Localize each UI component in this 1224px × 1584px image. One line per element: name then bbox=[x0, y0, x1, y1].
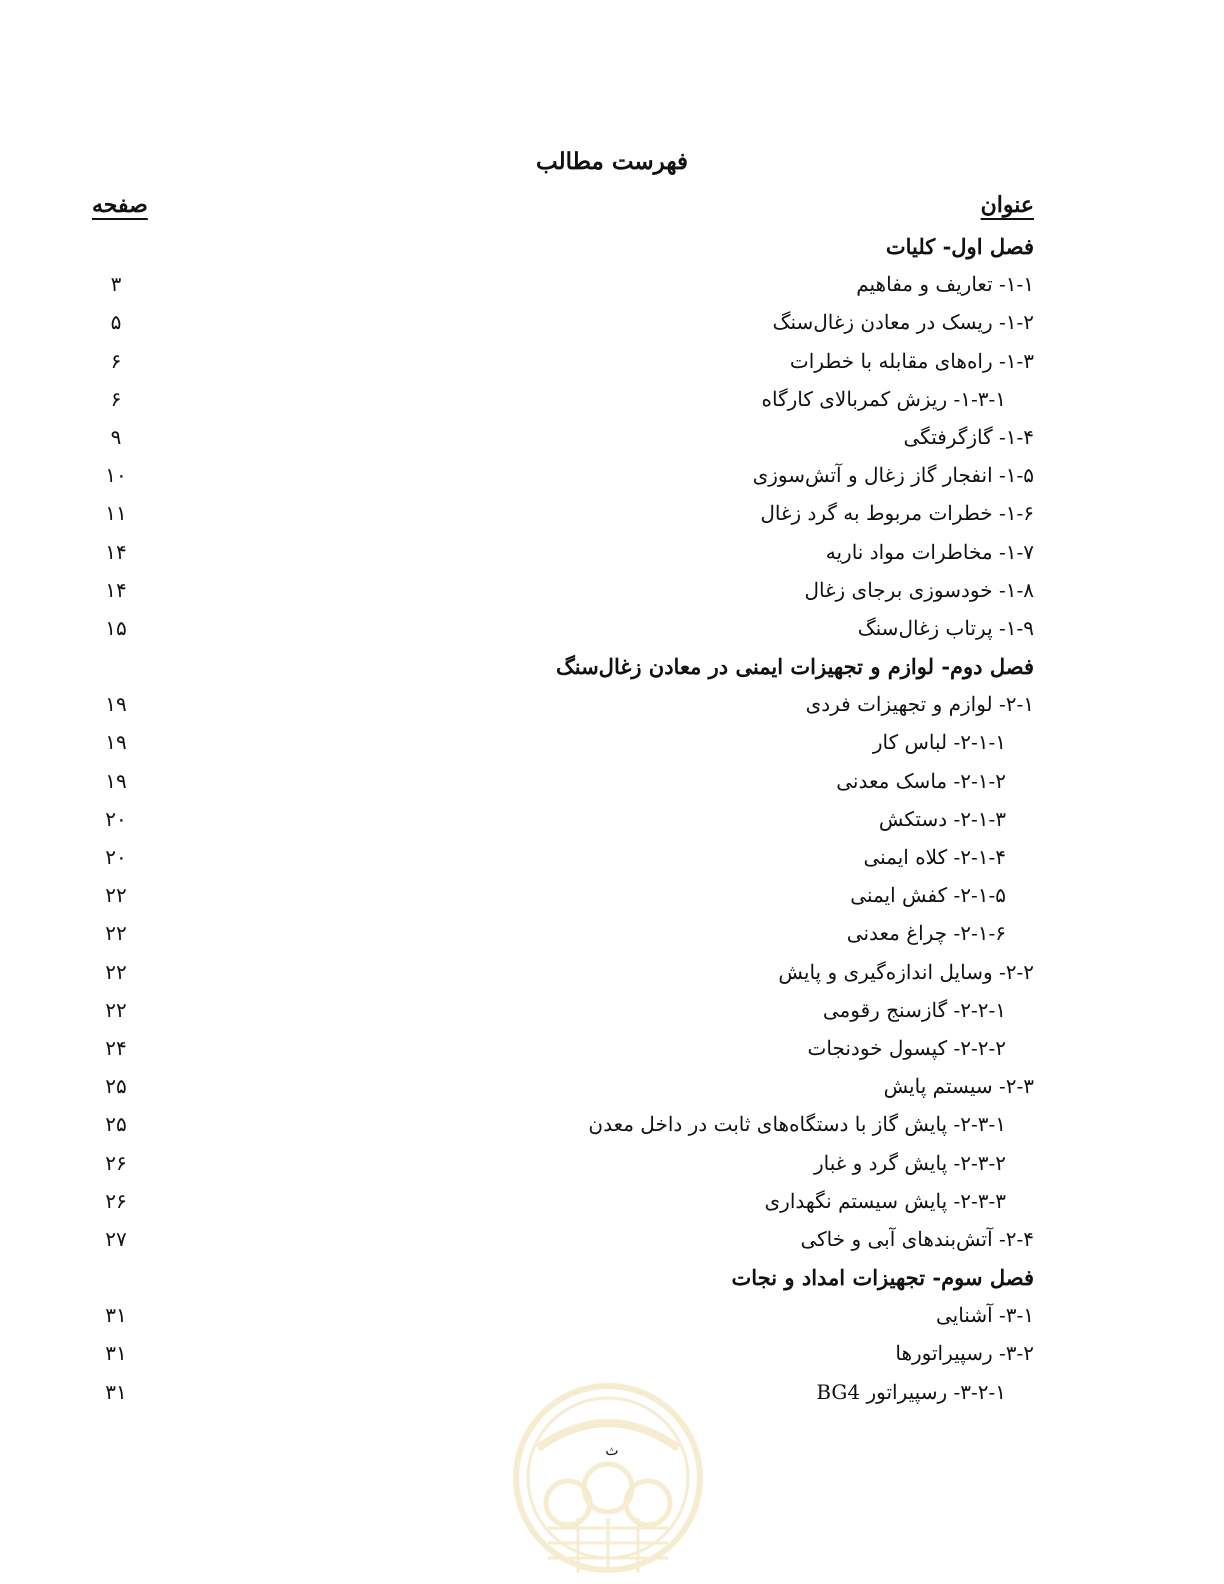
toc-entry-title: ۳-۲- رسپیراتورها bbox=[895, 1341, 1034, 1366]
toc-entry bbox=[0, 877, 1224, 915]
toc-entry bbox=[0, 954, 1224, 992]
toc-entry-page: ۶ bbox=[110, 386, 122, 411]
toc-entry bbox=[0, 763, 1224, 801]
toc-entry-title: ۲-۳-۱- پایش گاز با دستگاه‌های ثابت در داخل معدن bbox=[588, 1112, 1006, 1137]
toc-entry bbox=[0, 266, 1224, 304]
toc-entry bbox=[0, 419, 1224, 457]
toc-entry-title: ۱-۸- خودسوزی برجای زغال bbox=[804, 577, 1034, 602]
toc-entry-title: ۳-۲-۱- رسپیراتور BG4 bbox=[816, 1379, 1006, 1404]
toc-entry-title: ۳-۱- آشنایی bbox=[935, 1303, 1034, 1328]
toc-entry-title: ۲-۳-۳- پایش سیستم نگهداری bbox=[764, 1188, 1006, 1213]
toc-entry bbox=[0, 1106, 1224, 1144]
toc-chapter-heading bbox=[0, 228, 1224, 266]
toc-entry-page: ۳۱ bbox=[105, 1303, 127, 1328]
toc-entry-title: ۲-۱-۱- لباس کار bbox=[872, 730, 1006, 755]
toc-entry bbox=[0, 1145, 1224, 1183]
toc-entry-title: ۱-۲- ریسک در معادن زغال‌سنگ bbox=[772, 310, 1034, 335]
toc-entry-title: ۱-۳-۱- ریزش کمربالای کارگاه bbox=[761, 386, 1006, 411]
toc-entry bbox=[0, 839, 1224, 877]
toc-entry-page: ۱۵ bbox=[105, 615, 127, 640]
toc-entry-page: ۲۲ bbox=[105, 883, 127, 908]
toc-entry-title: ۲-۲-۲- کپسول خودنجات bbox=[807, 1035, 1006, 1060]
header-page-label: صفحه bbox=[92, 192, 148, 218]
toc-entry-title: ۲-۱-۴- کلاه ایمنی bbox=[863, 845, 1006, 869]
toc-entry-page: ۱۰ bbox=[105, 463, 127, 488]
toc-entry bbox=[0, 495, 1224, 533]
toc-entry bbox=[0, 724, 1224, 762]
toc-entry-page: ۱۱ bbox=[105, 501, 127, 526]
toc-entry bbox=[0, 915, 1224, 953]
toc-entry-title: ۲-۲-۱- گازسنج رقومی bbox=[822, 997, 1006, 1022]
toc-entry-title: ۱-۷- مخاطرات مواد ناریه bbox=[825, 539, 1034, 564]
toc-entry-title: ۲-۱-۳- دستکش bbox=[878, 806, 1006, 831]
toc-entry bbox=[0, 1335, 1224, 1373]
toc-entry bbox=[0, 343, 1224, 381]
toc-entry-title: ۲-۲- وسایل اندازه‌گیری و پایش bbox=[778, 959, 1034, 984]
toc-entry-title: ۲-۳-۲- پایش گرد و غبار bbox=[813, 1150, 1006, 1175]
toc-entry-title: فصل اول- کلیات bbox=[885, 234, 1034, 259]
toc-entry-title: فصل دوم- لوازم و تجهیزات ایمنی در معادن زغال‌سنگ bbox=[555, 654, 1034, 680]
toc-entry bbox=[0, 1030, 1224, 1068]
toc-entry-page: ۳۱ bbox=[105, 1379, 127, 1404]
toc-entry bbox=[0, 1297, 1224, 1335]
toc-entry-title: ۲-۴- آتش‌بندهای آبی و خاکی bbox=[800, 1226, 1034, 1251]
toc-entry-page: ۲۰ bbox=[105, 845, 127, 869]
toc-entry bbox=[0, 1183, 1224, 1221]
toc-entry bbox=[0, 572, 1224, 610]
toc-entry bbox=[0, 534, 1224, 572]
toc-entry bbox=[0, 610, 1224, 648]
toc-entry-page: ۲۶ bbox=[105, 1188, 127, 1213]
toc-entry-title: ۲-۳- سیستم پایش bbox=[883, 1074, 1034, 1099]
toc-chapter-heading bbox=[0, 648, 1224, 686]
toc-entry-page: ۲۵ bbox=[105, 1112, 127, 1137]
page-title: فهرست مطالب bbox=[536, 148, 688, 175]
toc-entry-title: ۲-۱-۲- ماسک معدنی bbox=[836, 768, 1006, 793]
toc-entry-page: ۳ bbox=[110, 272, 122, 297]
toc-entry-page: ۳۱ bbox=[105, 1341, 127, 1366]
toc-entry-title: ۱-۳- راه‌های مقابله با خطرات bbox=[789, 348, 1034, 373]
publisher-seal-icon bbox=[508, 1378, 708, 1578]
toc-entry-page: ۲۲ bbox=[105, 921, 127, 946]
toc-entry bbox=[0, 686, 1224, 724]
toc-entry-page: ۲۲ bbox=[105, 997, 127, 1022]
toc-entry-title: ۱-۵- انفجار گاز زغال و آتش‌سوزی bbox=[752, 463, 1034, 488]
toc-entry-title: فصل سوم- تجهیزات امداد و نجات bbox=[731, 1265, 1034, 1291]
toc-entry-page: ۱۹ bbox=[105, 730, 127, 755]
toc-entry-title: ۱-۶- خطرات مربوط به گرد زغال bbox=[760, 501, 1034, 526]
toc-entry-title: ۲-۱-۵- کفش ایمنی bbox=[850, 883, 1006, 908]
toc-entry bbox=[0, 457, 1224, 495]
toc-entry-page: ۲۵ bbox=[105, 1074, 127, 1099]
toc-entry bbox=[0, 992, 1224, 1030]
toc-entry-title: ۲-۱- لوازم و تجهیزات فردی bbox=[805, 692, 1034, 717]
toc-entry-page: ۲۴ bbox=[105, 1035, 127, 1060]
toc-chapter-heading bbox=[0, 1259, 1224, 1297]
header-title-label: عنوان bbox=[980, 192, 1034, 218]
toc-entry-page: ۱۴ bbox=[105, 577, 127, 602]
toc-entry-page: ۶ bbox=[110, 348, 122, 373]
toc-entry-page: ۲۰ bbox=[105, 806, 127, 831]
footer-page-marker: ث bbox=[605, 1443, 619, 1459]
table-of-contents bbox=[0, 228, 1224, 1412]
toc-entry bbox=[0, 801, 1224, 839]
toc-entry bbox=[0, 1068, 1224, 1106]
toc-entry-page: ۲۷ bbox=[105, 1226, 127, 1251]
toc-entry-page: ۹ bbox=[110, 424, 122, 449]
toc-entry-title: ۱-۹- پرتاب زغال‌سنگ bbox=[857, 615, 1034, 640]
toc-entry bbox=[0, 304, 1224, 342]
toc-entry-page: ۲۲ bbox=[105, 959, 127, 984]
toc-entry bbox=[0, 1221, 1224, 1259]
toc-entry-page: ۱۹ bbox=[105, 692, 127, 717]
toc-entry-title: ۲-۱-۶- چراغ معدنی bbox=[846, 921, 1006, 946]
toc-entry-page: ۵ bbox=[110, 310, 122, 335]
toc-entry-page: ۱۴ bbox=[105, 539, 127, 564]
toc-entry-page: ۱۹ bbox=[105, 768, 127, 793]
toc-entry-page: ۲۶ bbox=[105, 1150, 127, 1175]
toc-entry bbox=[0, 381, 1224, 419]
toc-entry-title: ۱-۴- گازگرفتگی bbox=[903, 424, 1034, 449]
toc-entry-title: ۱-۱- تعاریف و مفاهیم bbox=[856, 272, 1034, 297]
